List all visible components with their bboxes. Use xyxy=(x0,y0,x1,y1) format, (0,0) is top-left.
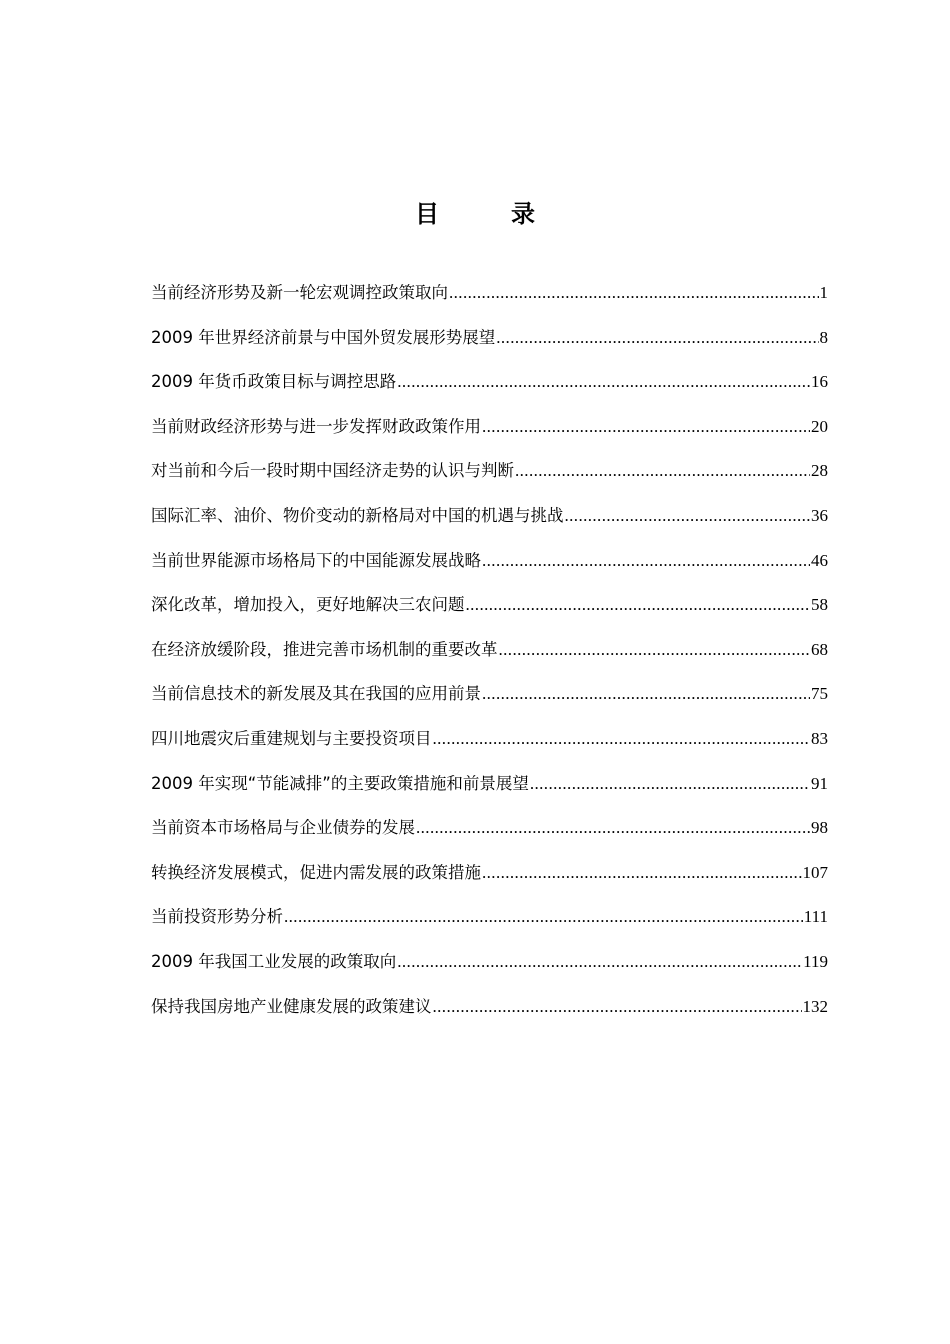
dot-leader xyxy=(496,322,818,354)
dot-leader xyxy=(482,545,810,577)
toc-entry-title: 当前资本市场格局与企业债券的发展 xyxy=(151,818,415,838)
toc-entry[interactable] xyxy=(151,946,828,991)
toc-page-number: 20 xyxy=(811,416,828,436)
toc-entry-title: 对当前和今后一段时期中国经济走势的认识与判断 xyxy=(151,461,514,481)
page-title xyxy=(0,196,950,232)
toc-page-number: 1 xyxy=(819,283,828,302)
dot-leader xyxy=(466,589,811,621)
dot-leader xyxy=(433,991,802,1023)
toc-page-number: 91 xyxy=(811,773,828,793)
dot-leader xyxy=(515,455,810,487)
toc-entry-title: 当前经济形势及新一轮宏观调控政策取向 xyxy=(151,283,448,302)
dot-leader xyxy=(482,857,802,889)
toc-entry[interactable] xyxy=(151,322,828,367)
toc-page-number: 8 xyxy=(819,327,828,347)
toc-page-number: 36 xyxy=(811,505,828,525)
table-of-contents xyxy=(151,277,828,1035)
toc-entry[interactable] xyxy=(151,500,828,545)
toc-page-number: 83 xyxy=(811,728,828,748)
toc-entry[interactable] xyxy=(151,723,828,768)
toc-entry[interactable] xyxy=(151,366,828,411)
toc-entry[interactable] xyxy=(151,812,828,857)
toc-entry-title: 当前财政经济形势与进一步发挥财政政策作用 xyxy=(151,416,481,436)
toc-page-number: 111 xyxy=(803,907,828,927)
toc-entry-title: 转换经济发展模式，促进内需发展的政策措施 xyxy=(151,862,481,882)
title-char-2: 录 xyxy=(511,200,535,228)
toc-page-number: 98 xyxy=(811,818,828,838)
toc-page-number: 46 xyxy=(811,550,828,570)
toc-page-number: 75 xyxy=(811,684,828,704)
toc-entry-title: 2009 年货币政策目标与调控思路 xyxy=(151,372,397,392)
toc-entry-title: 国际汇率、油价、物价变动的新格局对中国的机遇与挑战 xyxy=(151,505,564,525)
toc-entry-title: 当前世界能源市场格局下的中国能源发展战略 xyxy=(151,550,481,570)
toc-entry-title: 当前信息技术的新发展及其在我国的应用前景 xyxy=(151,684,481,704)
toc-entry[interactable] xyxy=(151,768,828,813)
dot-leader xyxy=(482,678,810,710)
toc-page-number: 119 xyxy=(803,951,828,971)
toc-entry[interactable] xyxy=(151,857,828,902)
toc-entry[interactable] xyxy=(151,991,828,1036)
dot-leader xyxy=(530,768,810,800)
toc-entry-title: 2009 年实现“节能减排”的主要政策措施和前景展望 xyxy=(151,773,529,793)
toc-entry[interactable] xyxy=(151,411,828,456)
toc-entry-title: 四川地震灾后重建规划与主要投资项目 xyxy=(151,728,432,748)
dot-leader xyxy=(284,901,803,933)
dot-leader xyxy=(565,500,811,532)
toc-page-number: 107 xyxy=(802,862,828,882)
toc-page-number: 28 xyxy=(811,461,828,481)
toc-entry-title: 保持我国房地产业健康发展的政策建议 xyxy=(151,996,432,1016)
toc-entry-title: 深化改革，增加投入，更好地解决三农问题 xyxy=(151,595,465,615)
toc-page-number: 132 xyxy=(802,996,828,1016)
toc-entry[interactable] xyxy=(151,455,828,500)
toc-entry-title: 2009 年世界经济前景与中国外贸发展形势展望 xyxy=(151,327,496,347)
toc-entry[interactable] xyxy=(151,901,828,946)
toc-entry-title: 当前投资形势分析 xyxy=(151,907,283,927)
dot-leader xyxy=(397,946,802,978)
toc-entry-title: 在经济放缓阶段，推进完善市场机制的重要改革 xyxy=(151,639,498,659)
toc-entry[interactable] xyxy=(151,634,828,679)
dot-leader xyxy=(416,812,810,844)
toc-page-number: 16 xyxy=(811,372,828,392)
dot-leader xyxy=(397,366,810,398)
toc-entry[interactable] xyxy=(151,277,828,322)
toc-entry[interactable] xyxy=(151,545,828,590)
title-char-1: 目 xyxy=(415,200,439,228)
dot-leader xyxy=(449,277,819,309)
toc-page-number: 68 xyxy=(811,639,828,659)
toc-entry-title: 2009 年我国工业发展的政策取向 xyxy=(151,951,397,971)
toc-entry[interactable] xyxy=(151,589,828,634)
toc-entry[interactable] xyxy=(151,678,828,723)
dot-leader xyxy=(482,411,810,443)
toc-page-number: 58 xyxy=(811,595,828,615)
dot-leader xyxy=(433,723,811,755)
dot-leader xyxy=(499,634,811,666)
